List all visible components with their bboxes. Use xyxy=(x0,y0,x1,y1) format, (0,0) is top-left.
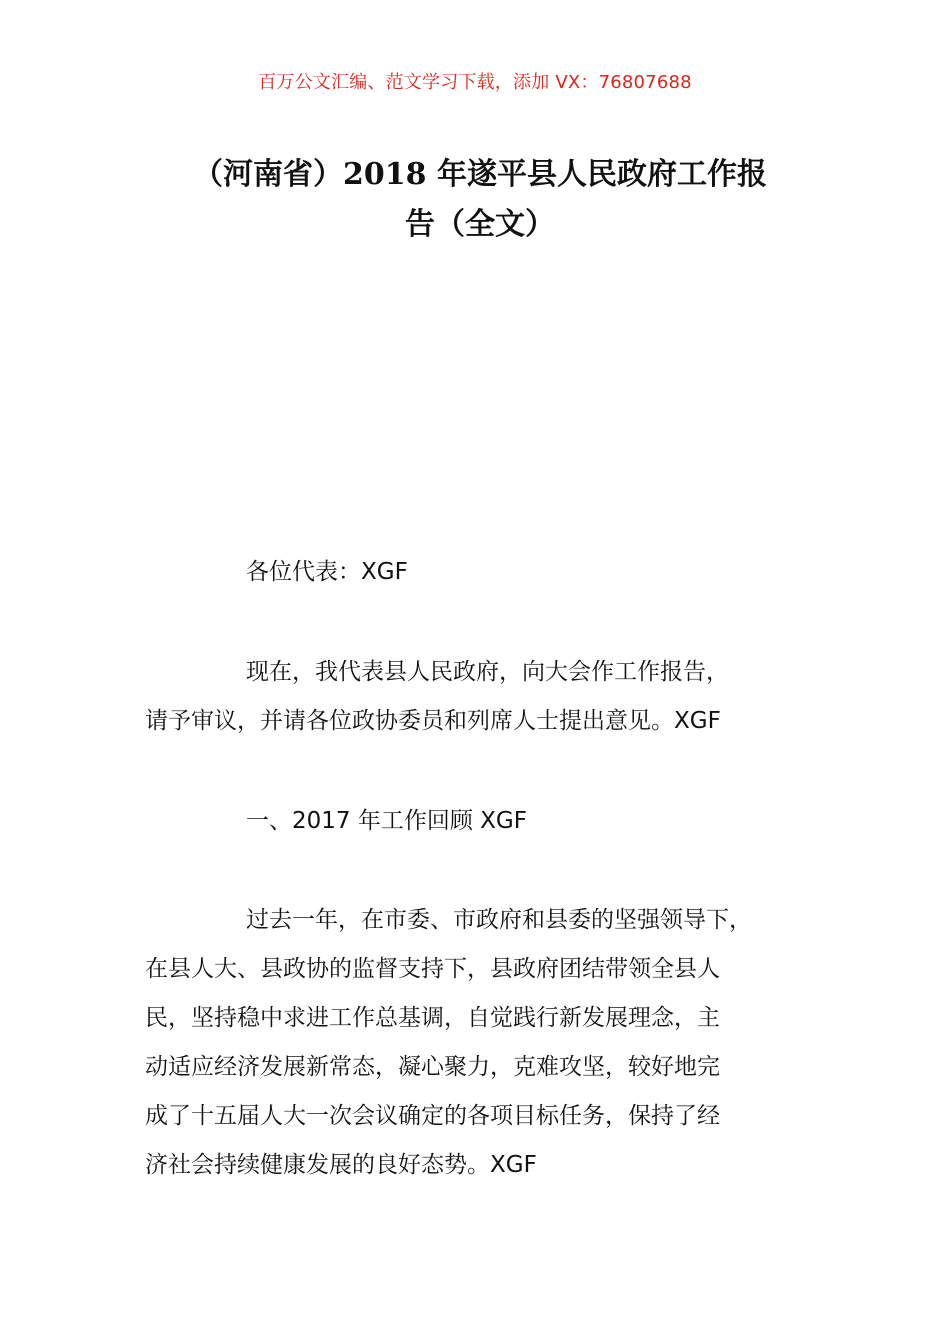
paragraph-line: 在县人大、县政协的监督支持下，县政府团结带领全县人 xyxy=(145,956,720,982)
paragraph-line: 民，坚持稳中求进工作总基调，自觉践行新发展理念，主 xyxy=(145,1005,720,1031)
paragraph-line: 过去一年，在市委、市政府和县委的坚强领导下， xyxy=(246,907,752,933)
paragraph-line: 动适应经济发展新常态，凝心聚力，克难攻坚，较好地完 xyxy=(145,1054,720,1080)
paragraph-line: 成了十五届人大一次会议确定的各项目标任务，保持了经 xyxy=(145,1103,720,1129)
paragraph-line: 请予审议，并请各位政协委员和列席人士提出意见。XGF xyxy=(145,708,721,734)
paragraph-review xyxy=(145,896,835,1190)
paragraph-line: 现在，我代表县人民政府，向大会作工作报告， xyxy=(246,659,729,685)
paragraph-line: 济社会持续健康发展的良好态势。XGF xyxy=(145,1152,537,1178)
title-line-2: 告（全文） xyxy=(405,207,555,242)
document-title xyxy=(150,150,810,250)
header-note: 百万公文汇编、范文学习下载，添加 VX：76807688 xyxy=(258,72,692,93)
section-heading: 一、2017 年工作回顾 XGF xyxy=(246,808,527,834)
salutation: 各位代表：XGF xyxy=(246,559,408,585)
title-line-1: （河南省）2018 年遂平县人民政府工作报 xyxy=(193,157,767,192)
paragraph-intro xyxy=(145,648,835,746)
